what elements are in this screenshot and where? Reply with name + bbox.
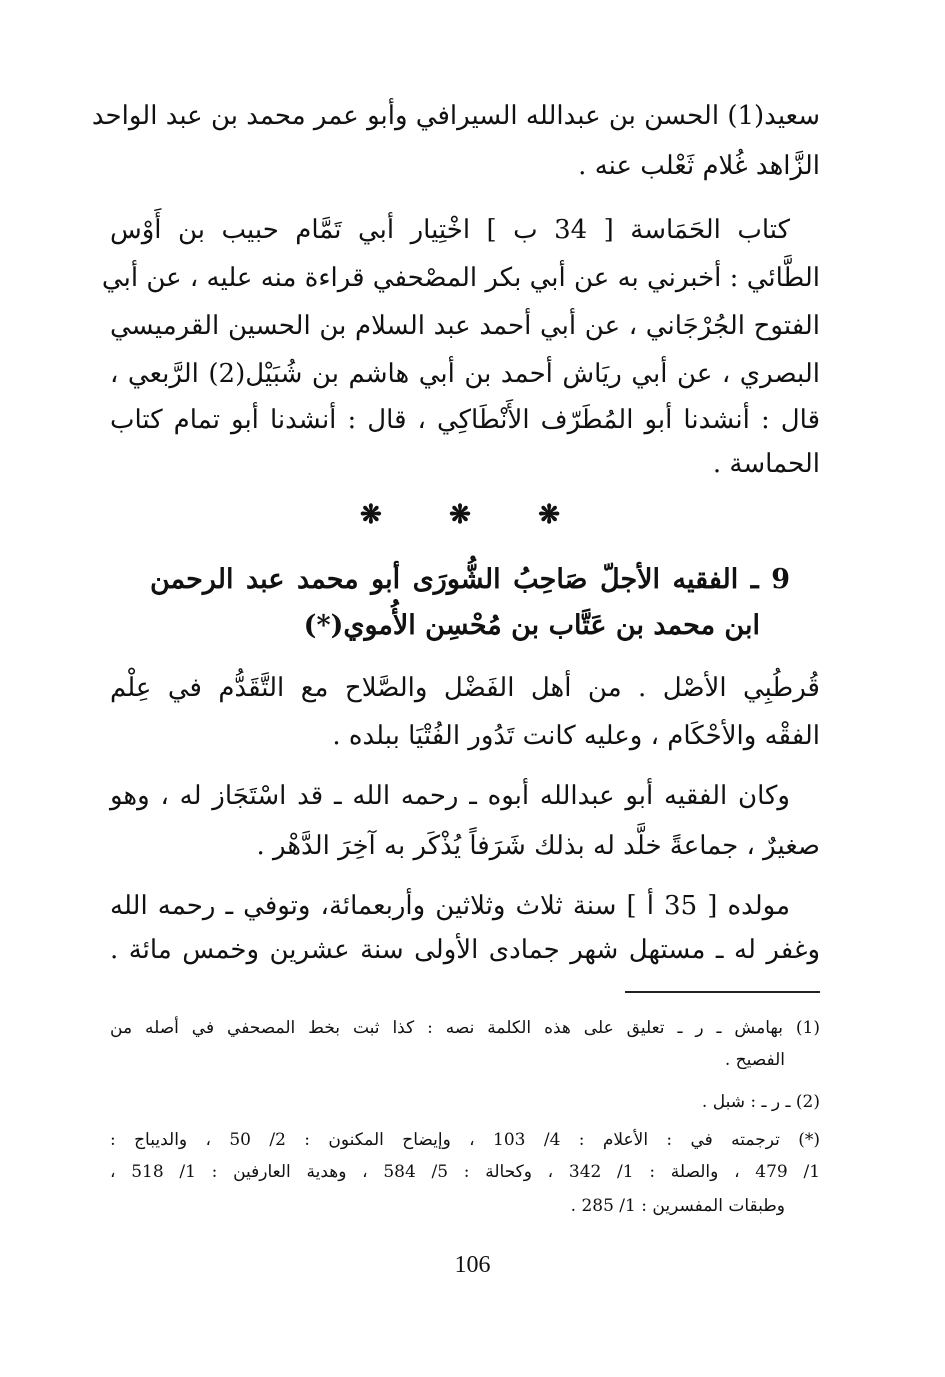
- text-line: الحماسة .: [712, 449, 820, 479]
- footnote: 1/ 479 ، والصلة : 1/ 342 ، وكحالة : 5/ 584 ، وهدية العارفين : 1/ 518 ،: [110, 1162, 821, 1182]
- entry-heading: 9 ـ الفقيه الأجلّ صَاحِبُ الشُّورَى أبو محمد عبد الرحمن: [150, 564, 790, 595]
- text-line: الزَّاهد غُلام ثَعْلب عنه .: [578, 151, 820, 181]
- page-number: 106: [454, 1252, 491, 1278]
- asterism-icon: ❋: [449, 500, 471, 530]
- text-line: الفتوح الجُرْجَاني ، عن أبي أحمد عبد السلام بن الحسين القرميسي: [110, 311, 820, 341]
- footnote: الفصيح .: [724, 1050, 785, 1070]
- text-line: سعيد(1) الحسن بن عبدالله السيرافي وأبو عمر محمد بن عبد الواحد: [91, 101, 820, 131]
- text-line: البصري ، عن أبي ريَاش أحمد بن أبي هاشم بن شُبَيْل(2) الرَّبعي ،: [110, 359, 820, 389]
- footnote: (2) ـ ر ـ : شبل .: [701, 1092, 820, 1112]
- asterism-icon: ❋: [360, 500, 382, 530]
- text-line: الطَّائي : أخبرني به عن أبي بكر المصْحفي قراءة منه عليه ، عن أبي: [101, 263, 820, 293]
- text-line: صغيرٌ ، جماعةً خلَّد له بذلك شَرَفاً يُذْكَر به آخِرَ الدَّهْر .: [256, 831, 820, 861]
- entry-heading: ابن محمد بن عَتَّاب بن مُحْسِن الأُموي(*): [303, 610, 760, 641]
- footnote: (1) بهامش ـ ر ـ تعليق على هذه الكلمة نصه : كذا ثبت بخط المصحفي في أصله من: [110, 1018, 820, 1038]
- text-line: كتاب الحَمَاسة [ 34 ب ] اخْتِيار أبي تَمَّام حبيب بن أَوْس: [110, 215, 790, 245]
- text-line: وغفر له ـ مستهل شهر جمادى الأولى سنة عشرين وخمس مائة .: [110, 935, 820, 965]
- text-line: وكان الفقيه أبو عبدالله أبوه ـ رحمه الله ـ قد اسْتَجَاز له ، وهو: [110, 781, 790, 811]
- text-line: الفقْه والأحْكَام ، وعليه كانت تَدُور الفُتْيَا ببلده .: [332, 721, 820, 751]
- text-line: مولده [ 35 أ ] سنة ثلاث وثلاثين وأربعمائة، وتوفي ـ رحمه الله: [110, 891, 790, 921]
- asterism-icon: ❋: [538, 500, 560, 530]
- section-separator: [360, 500, 560, 530]
- footnote: وطبقات المفسرين : 1/ 285 .: [570, 1196, 785, 1216]
- text-line: قُرطُبِي الأصْل . من أهل الفَضْل والصَّلاح مع التَّقَدُّم في عِلْم: [110, 673, 820, 703]
- text-line: قال : أنشدنا أبو المُطَرّف الأَنْطَاكِي ، قال : أنشدنا أبو تمام كتاب: [110, 405, 820, 435]
- footnote: (*) ترجمته في : الأعلام : 4/ 103 ، وإيضاح المكنون : 2/ 50 ، والديباج :: [110, 1130, 820, 1150]
- footnote-separator: [625, 991, 820, 993]
